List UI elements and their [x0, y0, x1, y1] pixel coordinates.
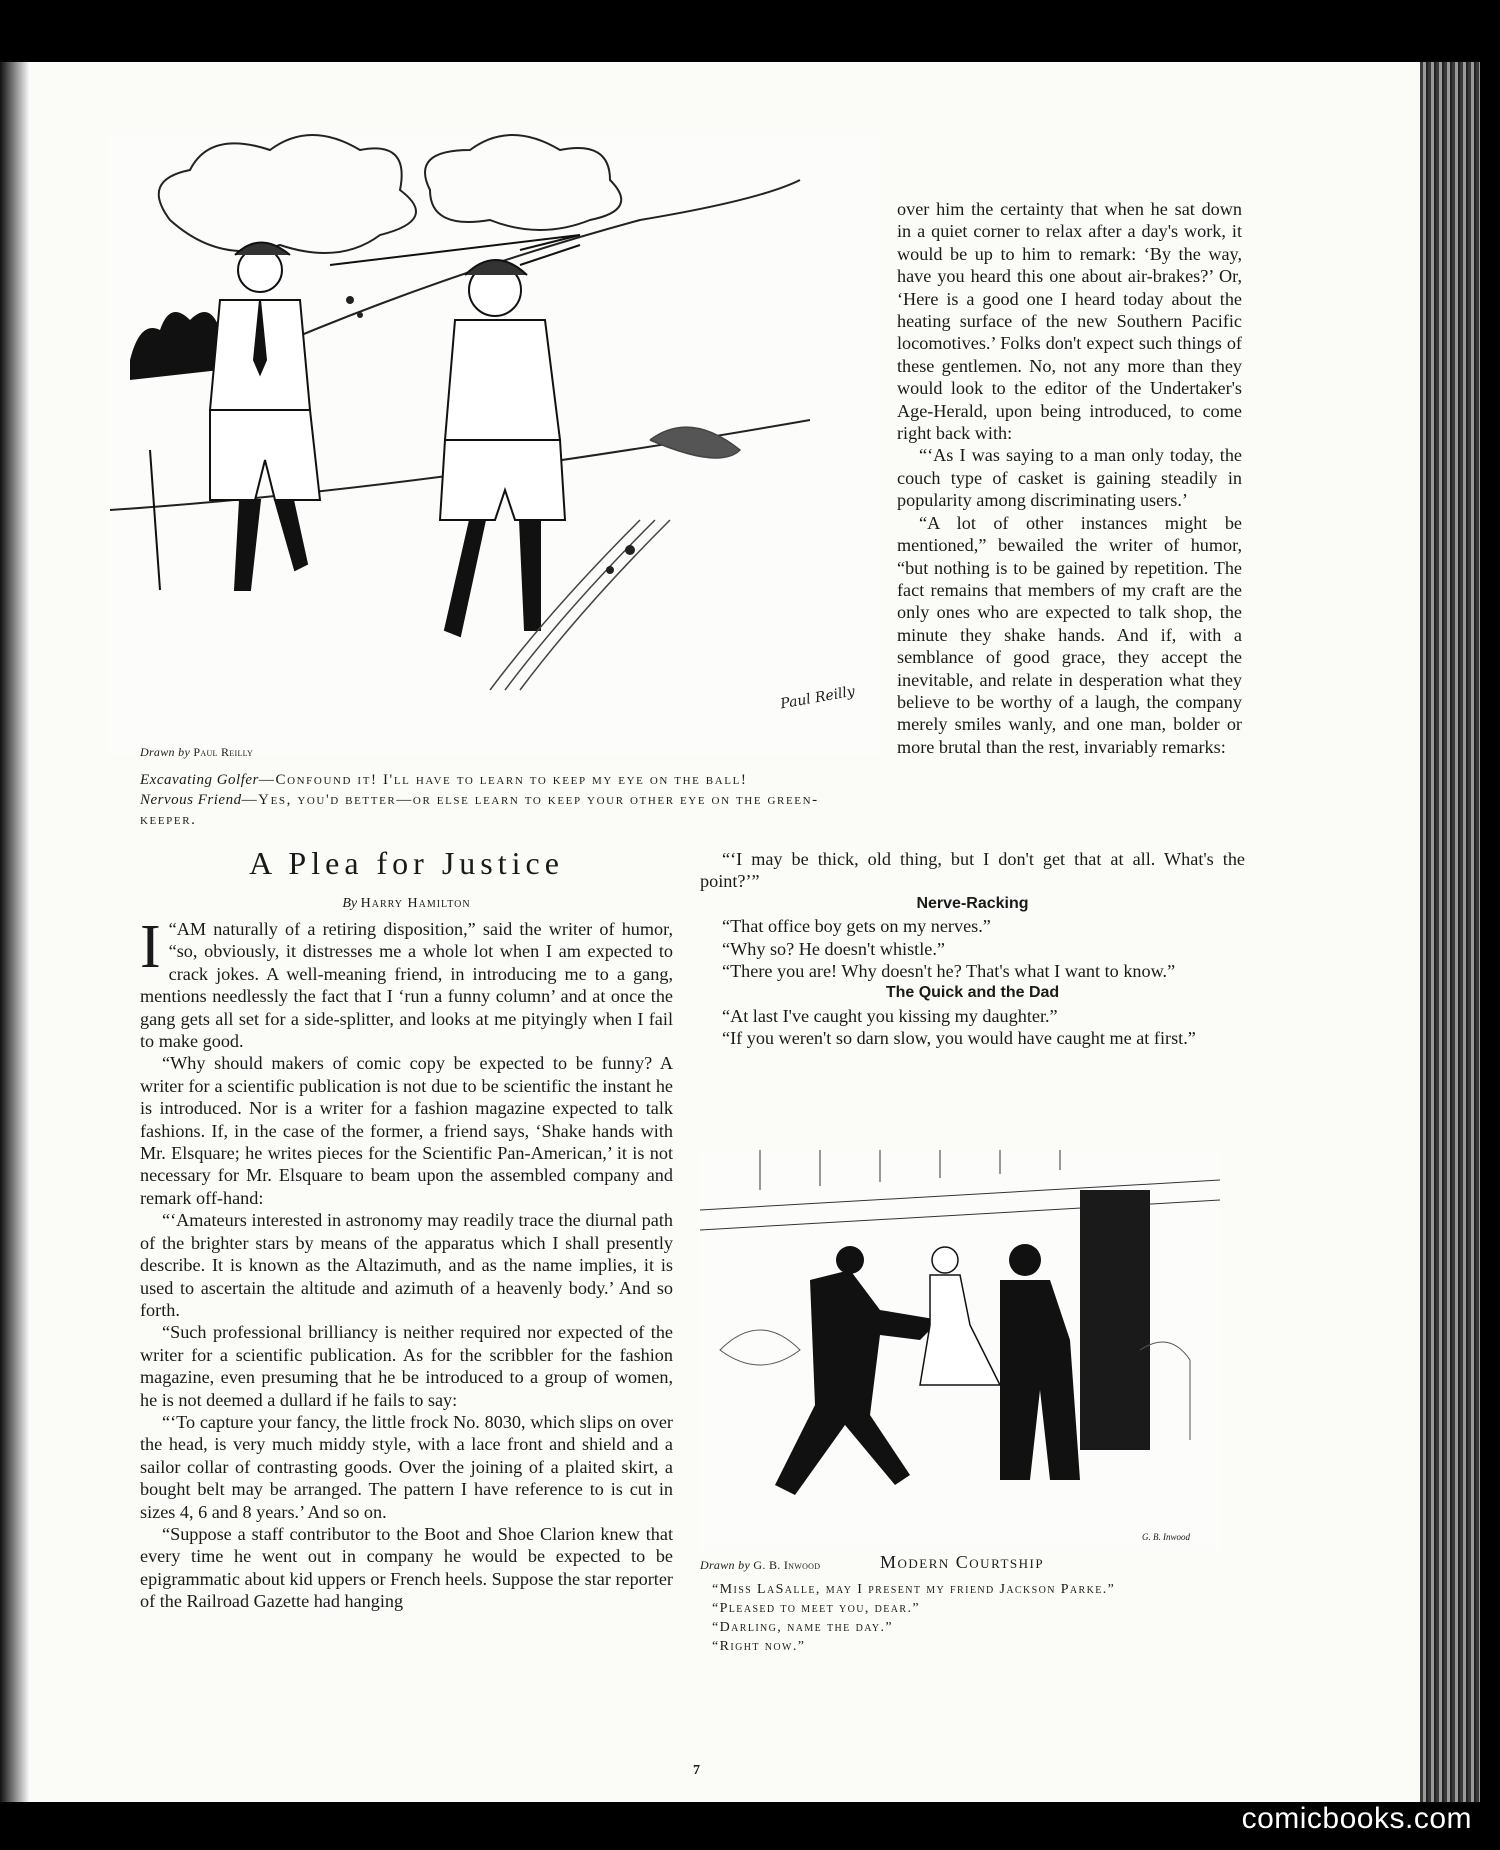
article-para-4: “Such professional brilliancy is neither required nor expected of the writer for a scientific publication. As for the scribbler for the fashion magazine, even presuming that he be introduced to a group of women, he is not deemed a dullard if he fails to say:: [140, 1322, 673, 1410]
nerve-line-2: “Why so? He doesn't whistle.”: [722, 938, 945, 959]
quick-heading: The Quick and the Dad: [885, 984, 1060, 1002]
golf-caption-line2: —Yes, you'd better—or else learn to keep your other eye on the green-keeper.: [140, 792, 819, 828]
golf-cartoon-drawing: [110, 130, 880, 755]
article-para-3: “‘Amateurs interested in astronomy may readily trace the diurnal path of the brighter stars by means of the apparatus which I shall presently describe. It is known as the Altazimuth, and as the name implies, it is used to ascertain the altitude and azimuth of a heavenly body.’ And so forth.: [140, 1210, 673, 1320]
article-para-r3: “A lot of other instances might be mentioned,” bewailed the writer of humor, “but nothing is to be gained by repetition. The fact remains that members of my craft are the only ones who are expected to talk shop, the minute they shake hands. And if, with a semblance of good grace, they accept the inevitable, and relate in desperation what they believe to be worthy of a laugh, the company merely smiles wanly, and one man, bolder or more brutal than the rest, invariably remarks:: [897, 512, 1242, 757]
courtship-line-4: “Right now.”: [712, 1639, 806, 1654]
para1-text: AM naturally of a retiring disposition,” said the writer of humor, “so, obviously, it distresses me a whole lot when I am expected to crack jokes. A well-meaning friend, in introducing me to a gang, mentions needlessly the fact that I ‘run a funny column’ and at once the gang gets all set for a side-splitter, and looks at me pityingly when I fail to make good.: [140, 919, 673, 1052]
article-para-r4: “‘I may be thick, old thing, but I don't get that at all. What's the point?’”: [700, 849, 1245, 892]
nerve-line-1: “That office boy gets on my nerves.”: [722, 916, 991, 937]
courtship-title: Modern Courtship: [880, 1552, 1045, 1572]
page-number: 7: [693, 1763, 700, 1778]
golf-caption: [140, 770, 860, 830]
courtship-caption: [712, 1580, 1115, 1656]
para1-open-quote: “: [168, 919, 177, 939]
article-continuation-right: [897, 198, 1242, 758]
article-para-r2: “‘As I was saying to a man only today, the couch type of casket is gaining steadily in popularity among discriminating users.’: [897, 445, 1242, 511]
dance-cartoon-drawing: [700, 1150, 1220, 1550]
article-dropcap: I: [140, 913, 161, 981]
dance-illustration: [700, 1150, 1220, 1550]
golf-illustration: [110, 130, 880, 755]
courtship-line-2: “Pleased to meet you, dear.”: [712, 1601, 920, 1616]
article-para-2: “Why should makers of comic copy be expected to be funny? A writer for a scientific publication is not due to be scientific the instant he is introduced. Nor is a writer for a fashion magazine expected to talk fashions. If, in the case of the former, a friend says, ‘Shake hands with Mr. Elsquare; he writes pieces for the Scientific Pan-American,’ it is not necessary for Mr. Elsquare to beam upon the assembled company and remark off-hand:: [140, 1053, 673, 1208]
nerve-heading: Nerve-Racking: [916, 894, 1029, 912]
article-byline: [140, 896, 673, 912]
article-para-5: “‘To capture your fancy, the little frock No. 8030, which slips on over the head, is very much middy style, with a lace front and shield and a sailor collar of contrasting goods. Over the joining of a plaited skirt, a bought belt may be arranged. The pattern I have reference to is cut in sizes 4, 6 and 8 years.’ And so on.: [140, 1411, 673, 1522]
byline-prefix: By: [342, 896, 358, 911]
golf-credit-name: Paul Reilly: [193, 745, 254, 759]
article-para-6: “Suppose a staff contributor to the Boot and Shoe Clarion knew that every time he went out in company he would be expected to be epigrammatic about kid uppers or French heels. Suppose the star reporter of the Railroad Gazette had hanging: [140, 1523, 673, 1612]
dance-credit-name: G. B. Inwood: [753, 1558, 821, 1572]
dance-credit-prefix: Drawn by: [700, 1558, 751, 1572]
quick-line-2: “If you weren't so darn slow, you would have caught me at first.”: [722, 1028, 1196, 1049]
golf-caption-speaker2: Nervous Friend: [140, 792, 242, 808]
golf-signature: Paul Reilly: [779, 683, 857, 713]
courtship-line-3: “Darling, name the day.”: [712, 1620, 894, 1635]
nerve-line-3: “There you are! Why doesn't he? That's what I want to know.”: [722, 961, 1176, 982]
article-para-r1: over him the certainty that when he sat down in a quiet corner to relax after a day's work, it would be up to him to remark: ‘By the way, have you heard this one about air-brakes?’ Or, ‘Here is a good one I heard today about the heating surface of the new Southern Pacific locomotives.’ Folks don't expect such things of these gentlemen. No, not any more than they would look to the editor of the Undertaker's Age-Herald, upon being introduced, to come right back with:: [897, 199, 1242, 444]
golf-caption-line1: —Confound it! I'll have to learn to keep my eye on the ball!: [258, 772, 748, 788]
dance-signature: G. B. Inwood: [1142, 1532, 1190, 1542]
dance-credit: [700, 1558, 820, 1573]
left-page-edge: [0, 62, 30, 1802]
byline-name: Harry Hamilton: [360, 896, 471, 911]
article-para-1: [140, 913, 673, 1052]
courtship-line-1: “Miss LaSalle, may I present my friend Jackson Parke.”: [712, 1582, 1116, 1597]
golf-caption-speaker1: Excavating Golfer: [140, 772, 259, 788]
book-spine-edge: [1420, 62, 1480, 1802]
site-watermark: comicbooks.com: [1241, 1802, 1472, 1835]
article-title: A Plea for Justice: [249, 845, 564, 881]
article-closing-right: [700, 848, 1245, 1050]
golf-credit: [140, 745, 253, 760]
quick-line-1: “At last I've caught you kissing my daughter.”: [722, 1005, 1058, 1026]
article-body-left: [140, 913, 673, 1613]
golf-credit-prefix: Drawn by: [140, 745, 191, 759]
